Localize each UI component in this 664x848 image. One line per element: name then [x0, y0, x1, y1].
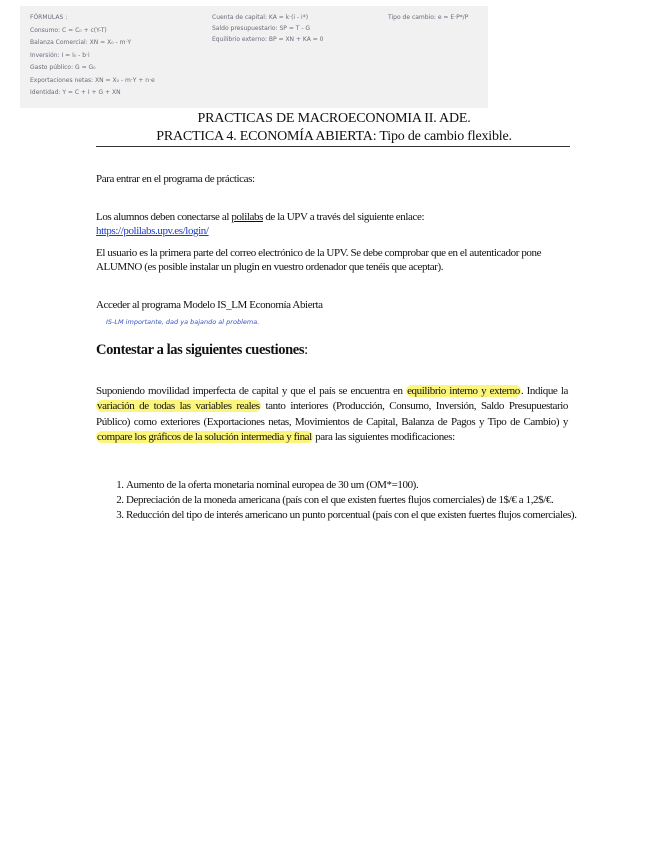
- document-subtitle: PRACTICA 4. ECONOMÍA ABIERTA: Tipo de cambio flexible.: [156, 129, 512, 144]
- highlight-equilibrium: equilibrio interno y externo: [407, 385, 520, 397]
- note-line: Tipo de cambio: e = E·P*/P: [388, 14, 469, 21]
- notes-column-2: [212, 12, 323, 45]
- access-text-before: Los alumnos deben conectarse al: [96, 211, 232, 223]
- polilabs-login-link[interactable]: https://polilabs.upv.es/login/: [96, 225, 209, 237]
- note-line: Balanza Comercial: XN = X₀ - m·Y: [30, 39, 131, 46]
- note-line: Saldo presupuestario: SP = T - G: [212, 25, 311, 32]
- handwritten-annotation: IS-LM importante, dad ya bajando al problema.: [106, 318, 260, 326]
- question-paragraph: [96, 384, 568, 445]
- list-item: 1. Aumento de la oferta monetaria nominal europea de 30 um (OM*=100).: [126, 478, 582, 492]
- notes-column-3: [388, 12, 468, 23]
- note-line: Gasto público: G = G₀: [30, 64, 96, 71]
- note-line: FÓRMULAS :: [30, 14, 68, 21]
- note-line: Consumo: C = C₀ + c(Y-T): [30, 26, 107, 34]
- access-paragraph: [96, 210, 568, 238]
- note-line: Exportaciones netas: XN = X₀ - m·Y + n·e: [30, 76, 155, 84]
- notes-column-1: [30, 12, 155, 100]
- document-title: PRACTICAS DE MACROECONOMIA II. ADE.: [197, 111, 471, 126]
- question-list: [112, 478, 582, 523]
- questions-heading-text: Contestar a las siguientes cuestiones: [96, 342, 305, 358]
- para-text: Suponiendo movilidad imperfecta de capital y que el país se encuentra en: [96, 385, 407, 397]
- title-divider: [96, 146, 570, 147]
- note-line: Inversión: I = I₀ - b·i: [30, 51, 90, 59]
- highlight-real-variables: variación de todas las variables reales: [97, 400, 260, 413]
- handwritten-formula-notes: [20, 6, 488, 108]
- para-text: para las siguientes modificaciones:: [312, 430, 455, 443]
- para-text: la: [560, 385, 568, 397]
- list-item: 3. Reducción del tipo de interés americano un punto porcentual (país con el que existen fuertes flujos comerciales).: [126, 508, 582, 522]
- para-text: tanto interiores (Producción, Consumo, Inversión, Saldo Presupuestario Público) como exteriores (Exportaciones netas, Movimientos de Capital, Balanza de Pagos y Tipo de Cambio) y: [96, 400, 568, 428]
- access-text-after: de la UPV a través del siguiente enlace:: [262, 211, 425, 223]
- program-instruction: Acceder al programa Modelo IS_LM Economía Abierta: [96, 299, 323, 311]
- note-line: Equilibrio externo: BP = XN + KA = 0: [212, 36, 324, 43]
- user-note: El usuario es la primera parte del correo electrónico de la UPV. Se debe comprobar que en el autenticador pone ALUMNO (es posible instalar un plugin en vuestro ordenador que tenéis que aceptar).: [96, 247, 542, 273]
- para-text: . Indique: [520, 385, 561, 397]
- polilabs-word: polilabs: [231, 211, 263, 223]
- questions-heading: [96, 342, 308, 359]
- note-line: Cuenta de capital: KA = k·(i - i*): [212, 14, 309, 21]
- list-item: 2. Depreciación de la moneda americana (país con el que existen fuertes flujos comerciales) de 1$/€ a 1,2$/€.: [126, 493, 582, 507]
- note-line: Identidad: Y = C + I + G + XN: [30, 89, 121, 96]
- intro-text: Para entrar en el programa de prácticas:: [96, 173, 255, 185]
- highlight-compare-graphs: compare los gráficos de la solución intermedia y final: [97, 430, 312, 443]
- heading-colon: :: [304, 342, 308, 358]
